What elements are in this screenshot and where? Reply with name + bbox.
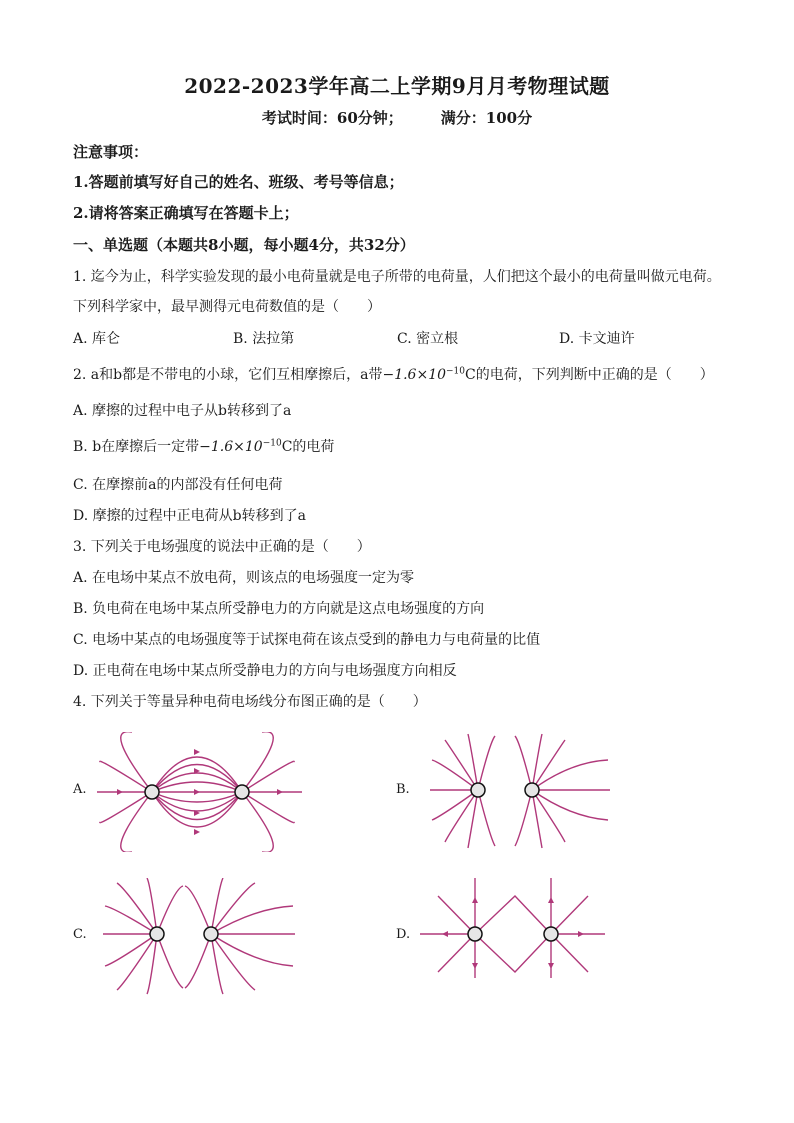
exam-score: 满分：100分 xyxy=(440,109,533,127)
q3-option-a: A. 在电场中某点不放电荷，则该点的电场强度一定为零 xyxy=(73,570,415,586)
q2-option-b-unit: C xyxy=(281,439,293,455)
q1-stem-line1: 1. 迄今为止，科学实验发现的最小电荷量就是电子所带的电荷量，人们把这个最小的电荷量叫做元电荷。 xyxy=(73,269,721,285)
q2-stem-pre: 2. a和b都是不带电的小球，它们互相摩擦后，a带 xyxy=(73,367,383,383)
q2-option-a: A. 摩擦的过程中电子从b转移到了a xyxy=(73,403,292,419)
q4-figure-c xyxy=(95,878,305,998)
q1-option-a: A. 库仑 xyxy=(73,331,121,347)
q3-stem: 3. 下列关于电场强度的说法中正确的是（ ） xyxy=(73,539,371,555)
q2-option-b-charge: −1.6×10 xyxy=(199,439,263,455)
q4-figure-d xyxy=(420,878,610,978)
q2-option-d: D. 摩擦的过程中正电荷从b转移到了a xyxy=(73,508,306,524)
q3-option-c: C. 电场中某点的电场强度等于试探电荷在该点受到的静电力与电荷量的比值 xyxy=(73,632,541,648)
notes-heading: 注意事项： xyxy=(73,143,149,161)
section-heading: 一、单选题（本题共8小题，每小题4分，共32分） xyxy=(73,236,415,254)
q2-option-b xyxy=(73,436,334,456)
q4-label-d: D. xyxy=(396,927,411,942)
q2-exp: −10 xyxy=(446,366,466,377)
note-item: 1.答题前填写好自己的姓名、班级、考号等信息； xyxy=(73,173,404,191)
note-item: 2.请将答案正确填写在答题卡上； xyxy=(73,204,299,222)
q2-stem xyxy=(73,364,714,384)
q2-option-c: C. 在摩擦前a的内部没有任何电荷 xyxy=(73,477,283,493)
q1-option-b: B. 法拉第 xyxy=(233,331,295,347)
q4-label-b: B. xyxy=(396,782,410,797)
q1-option-c: C. 密立根 xyxy=(397,331,459,347)
exam-time: 考试时间：60分钟； xyxy=(261,109,403,127)
q4-stem: 4. 下列关于等量异种电荷电场线分布图正确的是（ ） xyxy=(73,694,427,710)
q1-option-d: D. 卡文迪许 xyxy=(559,331,635,347)
q1-stem-line2: 下列科学家中，最早测得元电荷数值的是（ ） xyxy=(73,299,381,315)
q3-option-d: D. 正电荷在电场中某点所受静电力的方向与电场强度方向相反 xyxy=(73,663,457,679)
exam-info xyxy=(0,107,794,128)
q4-label-a: A. xyxy=(73,782,87,797)
q4-label-c: C. xyxy=(73,927,87,942)
q2-option-b-exp: −10 xyxy=(262,438,282,449)
q2-charge: −1.6×10 xyxy=(382,367,447,383)
q2-option-b-pre: B. b在摩擦后一定带 xyxy=(73,439,200,455)
q3-option-b: B. 负电荷在电场中某点所受静电力的方向就是这点电场强度的方向 xyxy=(73,601,485,617)
q2-stem-post: 的电荷，下列判断中正确的是（ ） xyxy=(475,367,714,383)
q4-figure-a xyxy=(92,732,312,852)
page-title: 2022-2023学年高二上学期9月月考物理试题 xyxy=(184,74,610,98)
q2-option-b-post: 的电荷 xyxy=(292,439,335,455)
q2-unit: C xyxy=(465,367,476,383)
q4-figure-b xyxy=(420,732,620,852)
